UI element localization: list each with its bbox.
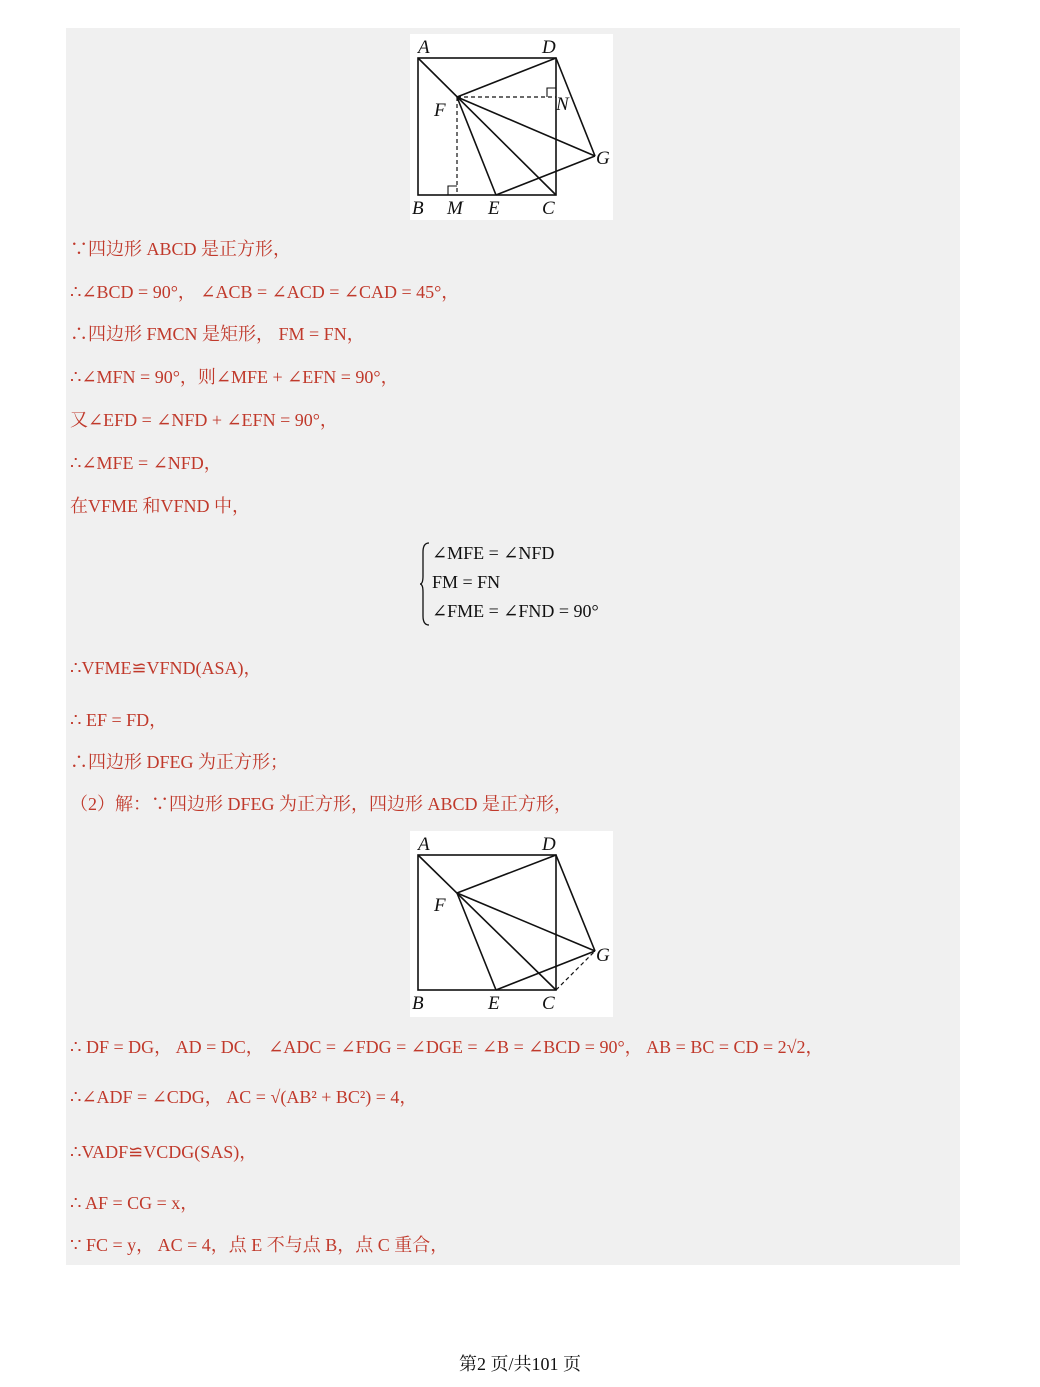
text-line-6: ∴∠MFE = ∠NFD，	[70, 453, 222, 473]
left-brace-icon	[420, 542, 430, 626]
text-line-12: ∴ DF = DG， AD = DC， ∠ADC = ∠FDG = ∠DGE = ∠B = ∠BCD = 90°， AB = BC = CD = 2√2，	[70, 1037, 824, 1057]
label-F: F	[434, 100, 446, 121]
label-C: C	[542, 993, 555, 1014]
text-line-5: 又∠EFD = ∠NFD + ∠EFN = 90°，	[70, 410, 338, 430]
text-line-16: ∵ FC = y， AC = 4，点 E 不与点 B，点 C 重合，	[70, 1235, 449, 1255]
text-line-3: ∴四边形 FMCN 是矩形， FM = FN，	[70, 324, 365, 344]
label-A: A	[418, 37, 430, 58]
label-M: M	[447, 198, 463, 219]
text-line-7: 在VFME 和VFND 中，	[70, 496, 251, 516]
label-D: D	[542, 834, 556, 855]
system-row-2: FM = FN	[432, 572, 501, 592]
text-line-2: ∴∠BCD = 90°， ∠ACB = ∠ACD = ∠CAD = 45°，	[70, 282, 460, 302]
text-line-11: （2）解：∵四边形 DFEG 为正方形，四边形 ABCD 是正方形，	[70, 794, 573, 814]
text-line-15: ∴ AF = CG = x，	[70, 1193, 199, 1213]
label-N: N	[556, 94, 569, 115]
text-line-8: ∴VFME≌VFND(ASA)，	[70, 658, 262, 678]
text-line-4: ∴∠MFN = 90°，则∠MFE + ∠EFN = 90°，	[70, 367, 399, 387]
text-line-9: ∴ EF = FD，	[70, 710, 168, 730]
geometry-figure-2	[410, 831, 613, 1017]
equation-system	[420, 540, 680, 630]
label-E: E	[488, 993, 500, 1014]
geometry-figure-1	[410, 34, 613, 220]
label-B: B	[412, 993, 424, 1014]
label-F: F	[434, 895, 446, 916]
system-row-1: ∠MFE = ∠NFD	[432, 543, 555, 563]
label-C: C	[542, 198, 555, 219]
text-line-1: ∵四边形 ABCD 是正方形，	[70, 239, 292, 259]
system-row-3: ∠FME = ∠FND = 90°	[432, 601, 599, 621]
page-footer: 第2 页/共101 页	[458, 1354, 581, 1374]
label-G: G	[596, 945, 610, 966]
text-line-13: ∴∠ADF = ∠CDG， AC = √(AB² + BC²) = 4，	[70, 1087, 418, 1107]
label-B: B	[412, 198, 424, 219]
text-line-14: ∴VADF≌VCDG(SAS)，	[70, 1142, 258, 1162]
label-A: A	[418, 834, 430, 855]
label-D: D	[542, 37, 556, 58]
label-E: E	[488, 198, 500, 219]
text-line-10: ∴四边形 DFEG 为正方形；	[70, 752, 289, 772]
label-G: G	[596, 148, 610, 169]
